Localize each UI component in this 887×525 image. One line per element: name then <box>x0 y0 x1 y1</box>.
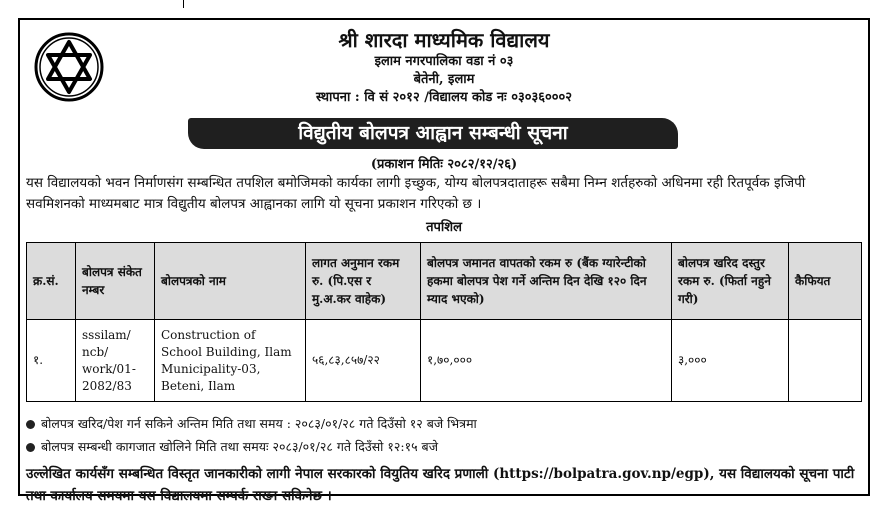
header-code: बोलपत्र संकेत नम्बर <box>76 243 155 320</box>
school-header <box>20 28 868 107</box>
cell-cost: ५६,८३,८५७/२२ <box>306 320 421 402</box>
header-name: बोलपत्रको नाम <box>155 243 306 320</box>
address-line-2: बेतेनी, इलाम <box>413 72 475 87</box>
cell-bid-security: १,७०,००० <box>421 320 672 402</box>
bullet-submission-deadline <box>26 415 477 432</box>
cell-sn: १. <box>27 320 76 402</box>
table-row <box>27 320 862 402</box>
bullet-dot-icon <box>26 443 35 452</box>
page-top-edge <box>0 0 887 10</box>
notice-frame <box>18 18 870 504</box>
cell-remarks <box>789 320 862 402</box>
bullet-opening-date <box>26 438 438 455</box>
school-name: श्री शारदा माध्यमिक विद्यालय <box>338 28 550 52</box>
closing-paragraph: उल्लेखित कार्यसँग सम्बन्धित विस्तृत जानकारीको लागी नेपाल सरकारको वियुतिय खरिद प्रणाली (https://bolpatra.gov.np/egp), यस विद्यालयको सूचना पाटी तथा कार्यालय समयमा यस विद्यालयमा सम्पर्क राख्न सकिनेछ । <box>26 466 855 504</box>
table-caption: तपशिल <box>426 220 462 235</box>
header-fee: बोलपत्र खरिद दस्तुर रकम रु. (फिर्ता नहुने गरी) <box>672 243 789 320</box>
publish-date: (प्रकाशन मितिः २०८२/१२/२६) <box>370 157 518 172</box>
bullet-text: बोलपत्र खरिद/पेश गर्न सकिने अन्तिम मिति तथा समय : २०८३/०१/२८ गते दिउँसो १२ बजे भित्रमा <box>41 416 477 431</box>
notice-title-banner: विद्युतीय बोलपत्र आह्वान सम्बन्धी सूचना <box>188 118 678 149</box>
header-remarks: कैफियत <box>789 243 862 320</box>
intro-paragraph: यस विद्यालयको भवन निर्माणसंग सम्बन्धित तपशिल बमोजिमको कार्यका लागी इच्छुक, योग्य बोलपत्रदाताहरू सबैमा निम्न शर्तहरुको अधिनमा रही रितपूर्वक इजिपी सवमिशनको माध्यमबाट मात्र विद्युतीय बोलपत्र आह्वानका लागि यो सूचना प्रकाशन गरिएको छ । <box>26 175 806 212</box>
table-header-row <box>27 243 862 320</box>
header-sn: क्र.सं. <box>27 243 76 320</box>
cell-name: Construction of School Building, Ilam Municipality-03, Beteni, Ilam <box>155 320 306 402</box>
bullet-text: बोलपत्र सम्बन्धी कागजात खोलिने मिति तथा समयः २०८३/०१/२८ गते दिउँसो १२:१५ बजे <box>41 439 438 454</box>
edge-tick <box>183 0 184 8</box>
cell-fee: ३,००० <box>672 320 789 402</box>
tender-table <box>26 242 862 402</box>
header-bid-security: बोलपत्र जमानत वापतको रकम रु (बैंक ग्यारेन्टीको हकमा बोलपत्र पेश गर्ने अन्तिम दिन देखि १२० दिन म्याद भएको) <box>421 243 672 320</box>
header-cost: लागत अनुमान रकम रु. (पि.एस र मु.अ.कर वाहेक) <box>306 243 421 320</box>
cell-code: sssilam/ ncb/ work/01-2082/83 <box>76 320 155 402</box>
address-line-1: इलाम नगरपालिका वडा नं ०३ <box>374 54 514 69</box>
bullet-dot-icon <box>26 420 35 429</box>
establishment-line: स्थापना : वि सं २०१२ /विद्यालय कोड नः ०३०३६०००२ <box>315 90 573 105</box>
